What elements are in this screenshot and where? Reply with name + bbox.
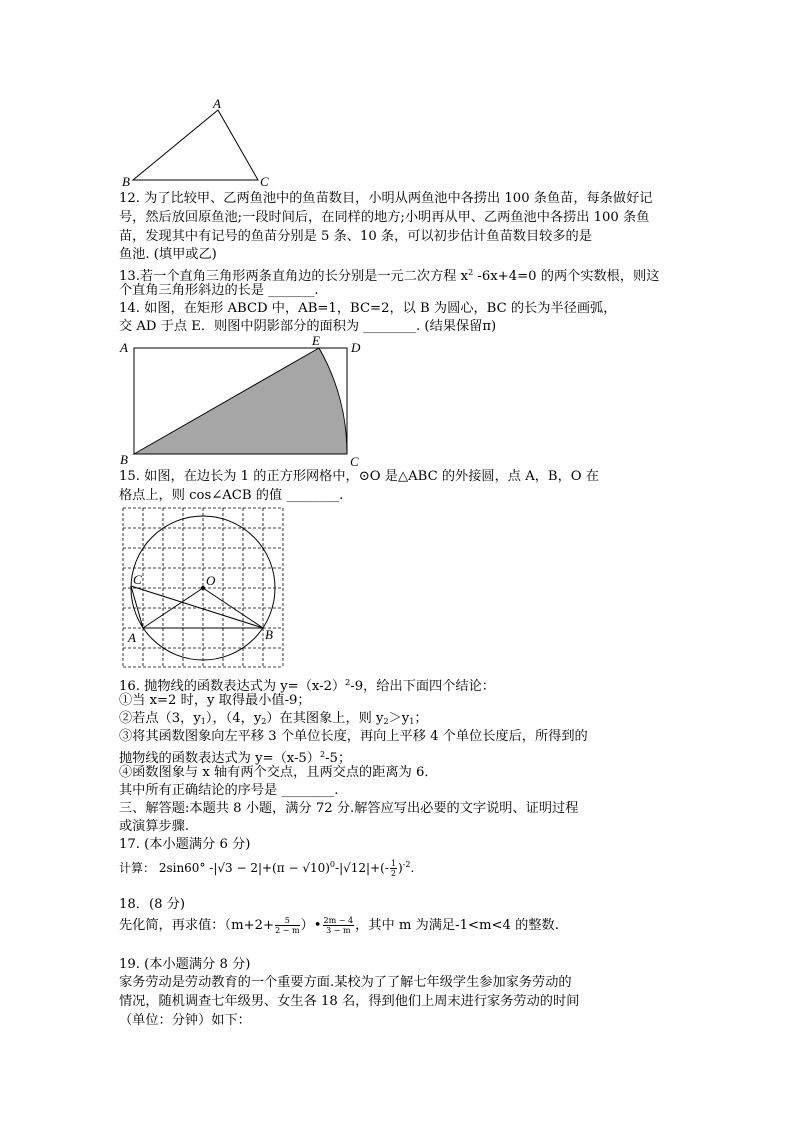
q16-line-3: ②若点（3，$y_1$），（4，$y_2$）在其图象上，则 $y_2>y_1$； (119, 711, 428, 726)
label-c: C (260, 174, 269, 189)
q16-line-7: 其中所有正确结论的序号是 ________. (119, 783, 339, 798)
q12-line-3: 苗，发现其中有记号的鱼苗分别是 5 条、10 条，可以初步估计鱼苗数目较多的是 (119, 229, 592, 244)
fraction-one-half: $\frac{1}{2}$ (390, 859, 396, 878)
label-e: E (312, 333, 320, 348)
q12-line-4: 鱼池. (填甲或乙) (119, 247, 217, 262)
q14-line-1: 14. 如图，在矩形 ABCD 中，AB=1，BC=2，以 B 为圆心，BC 的长为半径画弧， (119, 301, 617, 316)
section3-line-2: 或演算步骤. (119, 819, 190, 834)
q16-line-2: ①当 x=2 时，y 取得最小值-9； (119, 693, 311, 708)
q15-line-2: 格点上，则 cos∠ACB 的值 ________. (119, 488, 344, 503)
q13-line-2: 个直角三角形斜边的长是 _______. (119, 283, 319, 298)
q16-line-1: 16. 抛物线的函数表达式为 $y=(x-2)^2-9$，给出下面四个结论： (119, 678, 495, 694)
label-o: O (206, 573, 216, 588)
q15-line-1: 15. 如图，在边长为 1 的正方形网格中，⊙O 是△ABC 的外接圆，点 A，B，O 在 (119, 469, 599, 484)
section3-line-1: 三、解答题:本题共 8 小题，满分 72 分.解答应写出必要的文字说明、证明过程 (119, 801, 579, 816)
q18-title: 18．(8 分) (119, 897, 186, 912)
fraction-2m-4-over-3-m: $\frac{2m - 4}{3 - m}$ (323, 916, 354, 935)
label-a: A (213, 96, 221, 111)
side-ac (131, 586, 143, 628)
label-b: B (265, 627, 273, 642)
q19-line-2: 情况，随机调查七年级男、女生各 18 名，得到他们上周末进行家务劳动的时间 (119, 994, 580, 1009)
label-a: A (120, 340, 128, 355)
label-c: C (350, 454, 359, 469)
triangle-abc (133, 110, 258, 180)
label-a: A (128, 630, 136, 645)
shaded-sector (134, 348, 347, 454)
q19-title: 19. (本小题满分 8 分) (119, 957, 251, 972)
label-b: B (120, 452, 128, 467)
q12-line-1: 12. 为了比较甲、乙两鱼池中的鱼苗数目，小明从两鱼池中各捞出 100 条鱼苗，每条做好记 (119, 191, 653, 206)
grid-figure (118, 500, 292, 670)
q16-line-4: ③将其函数图象向左平移 3 个单位长度，再向上平移 4 个单位长度后，所得到的 (119, 729, 588, 744)
q14-line-2: 交 AD 于点 E．则图中阴影部分的面积为 ________. (结果保留π) (119, 319, 497, 334)
q18-expression: 先化简，再求值：（m+2+ $\frac{5}{2 - m}$ ）• $\frac{2m - 4}{3 - m}$ ，其中 m 为满足-1<m<4 的整数. (119, 916, 559, 935)
q16-line-6: ④函数图象与 x 轴有两个交点，且两交点的距离为 6． (119, 765, 438, 780)
q19-line-3: （单位：分钟）如下： (119, 1013, 251, 1028)
q16-line-5: 抛物线的函数表达式为 $y=(x-5)^2-5$； (119, 750, 352, 766)
q19-line-1: 家务劳动是劳动教育的一个重要方面.某校为了了解七年级学生参加家务劳动的 (119, 975, 572, 990)
q17-title: 17. (本小题满分 6 分) (119, 837, 251, 852)
rectangle-figure (118, 334, 368, 470)
q12-line-2: 号，然后放回原鱼池;一段时间后，在同样的地方;小明再从甲、乙两鱼池中各捞出 100 条鱼 (119, 210, 650, 225)
fraction-5-over-2-m: $\frac{5}{2 - m}$ (275, 916, 300, 935)
q13-line-1: 13.若一个直角三角形两条直角边的长分别是一元二次方程 $x^2$ -6x+4=0 的两个实数根，则这 (119, 268, 660, 284)
center-point (201, 586, 205, 590)
label-c: C (133, 572, 142, 587)
triangle-figure (118, 96, 278, 192)
label-b: B (122, 174, 130, 189)
q17-expression: 计算： 2sin60° $-|√3 - 2|+(\pi - √10)^0-|√12|+(-$ $\frac{1}{2}$ )$^{-2}$. (119, 859, 415, 878)
label-d: D (351, 340, 361, 355)
